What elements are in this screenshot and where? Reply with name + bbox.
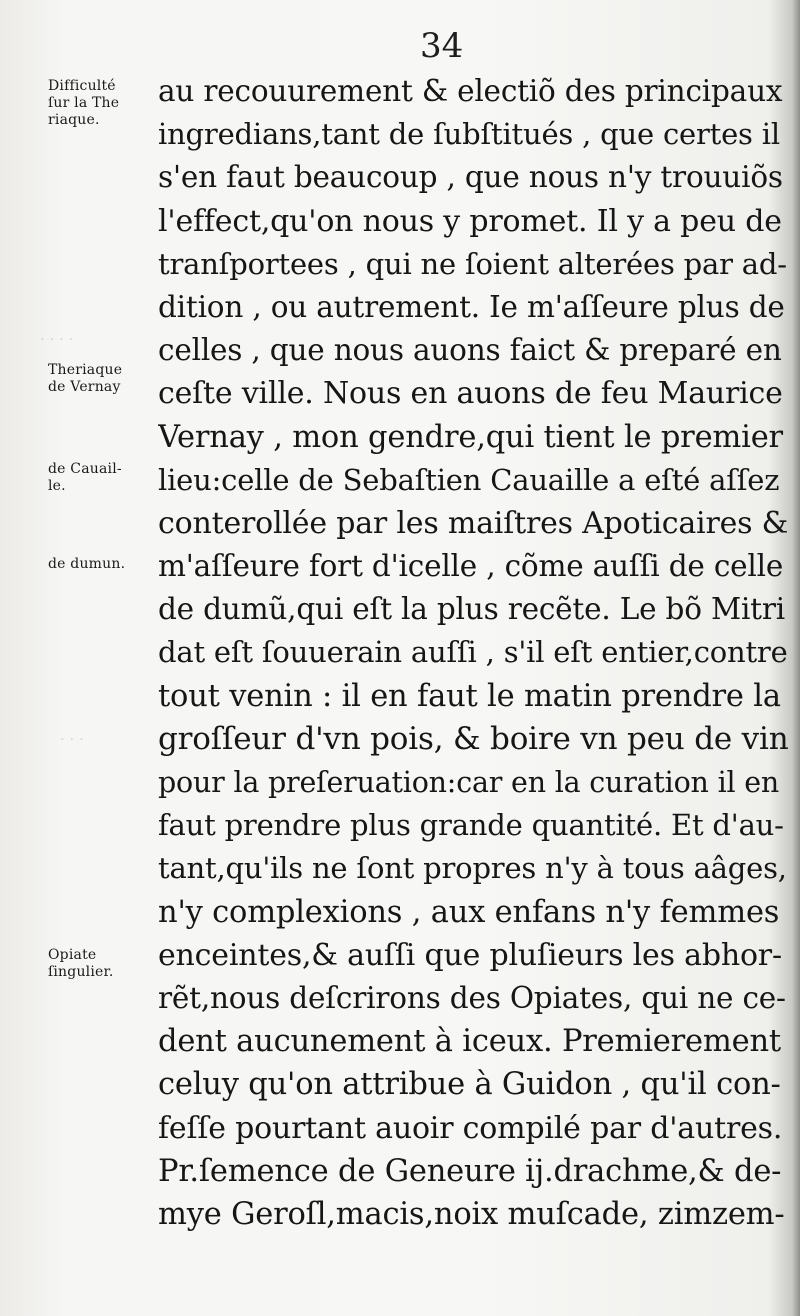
margin-note-line: le. (48, 478, 66, 494)
text-line: n'y complexions , aux enfans n'y femmes (158, 894, 780, 930)
margin-note-line: Difficulté (48, 78, 116, 94)
text-line: lieu:celle de Sebaſtien Cauaille a eſté aſſez (158, 462, 780, 497)
text-line: tout venin : il en faut le matin prendre la (158, 678, 781, 714)
margin-note-cauaille (48, 461, 156, 495)
margin-note-line: de dumun. (48, 556, 126, 572)
text-line: m'aſſeure fort d'icelle , cõme auſſi de celle (158, 549, 784, 584)
text-line: enceintes,& auſſi que pluſieurs les abhor- (158, 937, 782, 973)
margin-note-difficulte (48, 78, 156, 129)
text-line: ingredians,tant de ſubſtitués , que certes il (158, 117, 780, 152)
margin-note-dumun (48, 556, 156, 573)
text-line: tant,qu'ils ne ſont propres n'y à tous aâges, (158, 851, 787, 886)
text-line: dent aucunement à iceux. Premierement (158, 1024, 781, 1060)
text-line: Vernay , mon gendre,qui tient le premier (158, 419, 783, 455)
text-line: ceſte ville. Nous en auons de feu Maurice (158, 376, 783, 412)
text-line: pour la preſeruation:car en la curation il en (158, 766, 780, 799)
page-number: 34 (420, 26, 464, 66)
show-through-marks: · · · · (40, 330, 74, 348)
margin-note-line: de Cauail- (48, 461, 122, 477)
text-line: de dumũ,qui eſt la plus recẽte. Le bõ Mitri (158, 592, 785, 627)
margin-note-line: de Vernay (48, 379, 121, 395)
margin-note-line: ſur la The (48, 95, 120, 111)
text-line: faut prendre plus grande quantité. Et d'au- (158, 808, 784, 843)
margin-note-line: Opiate (48, 947, 97, 963)
text-line: groſſeur d'vn pois, & boire vn peu de vin (158, 720, 788, 757)
margin-note-theriaque-vernay (48, 362, 156, 396)
text-line: conterollée par les maiſtres Apoticaires & (158, 505, 788, 541)
text-line: feſſe pourtant auoir compilé par d'autres. (158, 1110, 783, 1146)
margin-note-line: Theriaque (48, 362, 123, 378)
text-line: celles , que nous auons faict & preparé en (158, 333, 782, 368)
text-line: dat eſt ſouuerain auſſi , s'il eſt entier,contre (158, 635, 788, 670)
show-through-marks: · · · (60, 730, 84, 748)
margin-note-line: riaque. (48, 112, 100, 128)
text-line: rẽt,nous deſcrirons des Opiates, qui ne ce- (158, 980, 786, 1015)
text-line: Pr.ſemence de Geneure ij.drachme,& de- (158, 1153, 782, 1189)
text-line: celuy qu'on attribue à Guidon , qu'il con- (158, 1067, 781, 1103)
text-line: au recouurement & electiõ des principaux (158, 74, 783, 108)
text-line: mye Geroſl,macis,noix muſcade, zimzem- (158, 1196, 785, 1232)
text-line: tranſportees , qui ne ſoient alterées par ad- (158, 246, 787, 281)
body-text (158, 70, 788, 1236)
text-line: dition , ou autrement. Ie m'aſſeure plus de (158, 289, 785, 324)
text-line: l'effect,qu'on nous y promet. Il y a peu de (158, 203, 782, 239)
text-line: s'en faut beaucoup , que nous n'y trouuiõs (158, 160, 783, 195)
margin-note-line: ſingulier. (48, 964, 114, 980)
margin-note-opiate (48, 947, 156, 981)
